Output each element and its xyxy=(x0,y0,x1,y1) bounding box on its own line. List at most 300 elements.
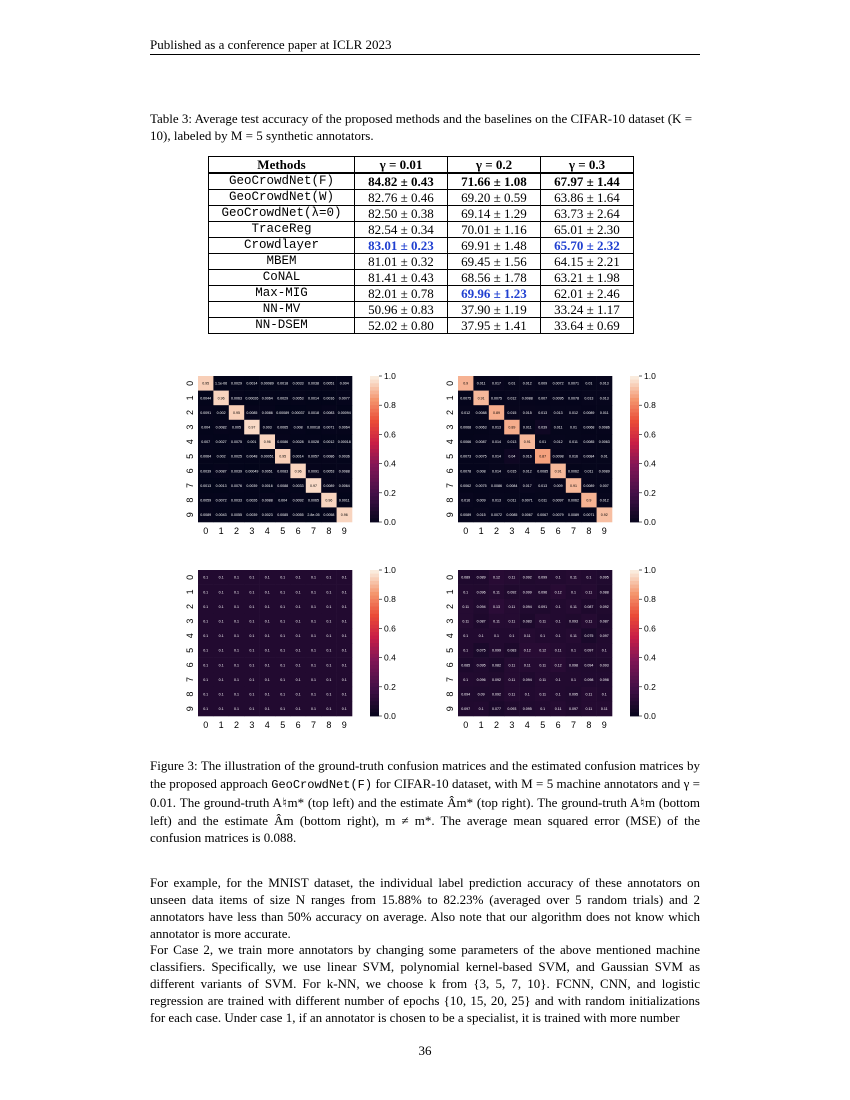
cell-value-label: 0.1 xyxy=(540,707,546,712)
x-tick-label: 2 xyxy=(233,526,240,536)
cell-value-label: 0.00094 xyxy=(337,410,351,415)
cell-value-label: 0.1 xyxy=(601,648,607,653)
cell-value-label: 0.1 xyxy=(249,648,255,653)
table-row xyxy=(209,173,634,190)
method-cell: MBEM xyxy=(209,254,355,270)
cell-value-label: 0.11 xyxy=(570,604,577,609)
colorbar-segment xyxy=(370,420,379,424)
cell-value-label: 0.0086 xyxy=(323,454,335,459)
colorbar-segment xyxy=(630,669,639,673)
cell-value-label: 0.098 xyxy=(569,663,578,668)
header-gamma-001: γ = 0.01 xyxy=(355,157,448,174)
cell-value-label: 0.00089 xyxy=(276,410,290,415)
colorbar-segment xyxy=(370,515,379,519)
x-tick-label: 1 xyxy=(478,526,484,536)
colorbar-segment xyxy=(370,380,379,384)
cell-value-label: 0.1 xyxy=(203,575,209,580)
cell-value-label: 0.092 xyxy=(522,575,532,580)
cell-value-label: 0.1 xyxy=(249,604,255,609)
cell-value-label: 0.012 xyxy=(553,440,563,445)
colorbar-segment xyxy=(370,402,379,406)
cell-value-label: 0.1 xyxy=(311,590,316,595)
colorbar-segment xyxy=(630,658,639,662)
cell-value-label: 0.96 xyxy=(325,498,333,503)
colorbar-segment xyxy=(630,478,639,482)
cell-value-label: 0.015 xyxy=(507,469,517,474)
x-tick-label: 4 xyxy=(524,526,530,536)
cell-value-label: 0.013 xyxy=(584,396,594,401)
colorbar-segment xyxy=(630,665,639,669)
x-tick-label: 7 xyxy=(310,526,317,536)
page-number: 36 xyxy=(418,1043,432,1058)
colorbar-segment xyxy=(370,475,379,479)
cell-value-label: 0.11 xyxy=(462,604,470,609)
cell-value-label: 0.00026 xyxy=(245,396,259,401)
colorbar-segment xyxy=(370,507,379,511)
cell-value-label: 0.11 xyxy=(508,575,516,580)
cell-value-label: 0.00037 xyxy=(291,410,305,415)
cell-value-label: 0.0057 xyxy=(308,454,319,459)
x-tick-label: 6 xyxy=(295,720,301,730)
value-cell: 69.96 ± 1.23 xyxy=(448,286,541,302)
cell-value-label: 0.00051 xyxy=(260,454,274,459)
value-cell: 52.02 ± 0.80 xyxy=(355,318,448,334)
figure-caption-part2: for CIFAR-10 dataset, with M = 5 machine annotators and γ = 0.01. The ground-truth A♮m* (top left) and the estimate Âm* (top right). The ground-truth A♮m (bottom left) and the estimate Âm (bottom right), m ≠ m*. The average mean squared error (MSE) of the confusion matrices is 0.088. xyxy=(150,775,700,845)
cell-value-label: 0.0079 xyxy=(552,513,564,518)
colorbar-segment xyxy=(630,394,639,398)
cell-value-label: 0.0083 xyxy=(323,410,335,415)
x-tick-label: 5 xyxy=(280,720,286,730)
value-cell: 33.24 ± 1.17 xyxy=(541,302,634,318)
cell-value-label: 0.094 xyxy=(522,604,532,609)
cell-value-label: 0.0071 xyxy=(521,498,533,503)
cell-value-label: 0.1 xyxy=(218,692,224,697)
colorbar-segment xyxy=(370,610,379,614)
cell-value-label: 0.0085 xyxy=(583,440,595,445)
cell-value-label: 0.0013 xyxy=(215,483,227,488)
colorbar-segment xyxy=(630,585,639,589)
cell-value-label: 0.11 xyxy=(523,663,531,668)
colorbar-segment xyxy=(630,460,639,464)
cell-value-label: 0.11 xyxy=(570,634,577,639)
cell-value-label: 0.0078 xyxy=(568,396,579,401)
colorbar-segment xyxy=(370,467,379,471)
colorbar-segment xyxy=(370,511,379,515)
cell-value-label: 0.0065 xyxy=(308,498,319,503)
cell-value-label: 0.1 xyxy=(264,677,270,682)
cell-value-label: 0.0059 xyxy=(200,498,212,503)
colorbar-segment xyxy=(370,603,379,607)
cell-value-label: 0.1 xyxy=(540,634,546,639)
cell-value-label: 1.1e-06 xyxy=(214,381,228,386)
colorbar-segment xyxy=(370,518,379,522)
cell-value-label: 0.013 xyxy=(599,396,609,401)
colorbar-segment xyxy=(370,438,379,442)
cell-value-label: 0.092 xyxy=(599,604,609,609)
cell-value-label: 0.1 xyxy=(249,663,255,668)
value-cell: 63.73 ± 2.64 xyxy=(541,206,634,222)
cell-value-label: 0.11 xyxy=(585,619,593,624)
cell-value-label: 0.11 xyxy=(539,677,547,682)
colorbar-tick-label: 0.6 xyxy=(644,429,656,440)
cell-value-label: 0.0088 xyxy=(277,483,289,488)
value-cell: 82.76 ± 0.46 xyxy=(355,190,448,206)
cell-value-label: 0.1 xyxy=(234,677,239,682)
cell-value-label: 0.11 xyxy=(539,663,547,668)
value-cell: 65.01 ± 2.30 xyxy=(541,222,634,238)
cell-value-label: 0.0011 xyxy=(338,498,350,503)
method-cell: Crowdlayer xyxy=(209,238,355,254)
cell-value-label: 0.0088 xyxy=(521,396,533,401)
colorbar-segment xyxy=(370,647,379,651)
colorbar-segment xyxy=(630,383,639,387)
cell-value-label: 0.011 xyxy=(599,410,609,415)
y-tick-label: 2 xyxy=(445,409,455,416)
cell-value-label: 0.0088 xyxy=(338,469,350,474)
colorbar-segment xyxy=(370,665,379,669)
cell-value-label: 0.1 xyxy=(234,619,239,624)
value-cell: 64.15 ± 2.21 xyxy=(541,254,634,270)
cell-value-label: 0.0058 xyxy=(323,513,335,518)
colorbar-segment xyxy=(370,643,379,647)
cell-value-label: 0.095 xyxy=(522,707,532,712)
x-tick-label: 9 xyxy=(341,720,347,730)
cell-value-label: 0.0051 xyxy=(323,381,335,386)
colorbar-segment xyxy=(630,420,639,424)
cell-value-label: 0.01 xyxy=(539,440,547,445)
cell-value-label: 0.1 xyxy=(203,634,209,639)
colorbar-segment xyxy=(630,628,639,632)
colorbar-segment xyxy=(630,712,639,716)
body-paragraph: For Case 2, we train more annotators by changing some parameters of the above mentioned machine classifiers. Specifically, we use linear SVM, polynomial kernel-based SVM, and Gaussian SVM as different variants of SVM. For k-NN, we choose k from {3, 5, 7, 10}. FCNN, CNN, and logistic regression are trained with different number of epochs {10, 15, 20, 25} and with random initializations for each case. Under case 1, if an annotator is chosen to be a specialist, it is trained with more number xyxy=(150,942,700,1025)
cell-value-label: 0.0076 xyxy=(231,483,242,488)
cell-value-label: 0.00018 xyxy=(337,440,351,445)
cell-value-label: 0.0098 xyxy=(552,454,564,459)
y-tick-label: 7 xyxy=(445,482,455,489)
y-tick-label: 7 xyxy=(445,676,455,683)
cell-value-label: 0.014 xyxy=(492,454,501,459)
colorbar-segment xyxy=(370,599,379,603)
colorbar-tick-label: 0.0 xyxy=(384,711,396,721)
colorbar-tick-label: 0.6 xyxy=(384,623,396,634)
cell-value-label: 0.12 xyxy=(554,663,562,668)
cell-value-label: 0.012 xyxy=(522,469,532,474)
heatmap-ground-truth-uniform xyxy=(182,566,412,738)
cell-value-label: 0.1 xyxy=(249,707,255,712)
colorbar-segment xyxy=(370,680,379,684)
cell-value-label: 0.1 xyxy=(218,707,224,712)
cell-value-label: 0.1 xyxy=(280,619,286,624)
colorbar-segment xyxy=(630,507,639,511)
y-tick-label: 4 xyxy=(185,439,195,445)
cell-value-label: 0.087 xyxy=(476,619,486,624)
cell-value-label: 0.015 xyxy=(476,513,486,518)
cell-value-label: 0.1 xyxy=(555,619,561,624)
cell-value-label: 0.1 xyxy=(571,648,576,653)
cell-value-label: 0.0062 xyxy=(568,469,579,474)
cell-value-label: 0.0089 xyxy=(583,483,595,488)
cell-value-label: 0.003 xyxy=(262,425,272,430)
x-tick-label: 7 xyxy=(310,720,317,730)
cell-value-label: 0.096 xyxy=(538,590,548,595)
x-tick-label: 5 xyxy=(280,526,286,536)
x-tick-label: 4 xyxy=(264,720,270,730)
cell-value-label: 0.014 xyxy=(492,440,501,445)
cell-value-label: 0.007 xyxy=(599,483,609,488)
colorbar-tick-label: 1.0 xyxy=(384,566,396,575)
cell-value-label: 0.1 xyxy=(341,575,347,580)
cell-value-label: 0.1 xyxy=(234,604,239,609)
cell-value-label: 0.0062 xyxy=(568,498,579,503)
cell-value-label: 0.0066 xyxy=(460,440,472,445)
cell-value-label: 0.0023 xyxy=(261,513,273,518)
cell-value-label: 0.0086 xyxy=(277,440,289,445)
cell-value-label: 0.0051 xyxy=(261,469,273,474)
y-tick-label: 0 xyxy=(445,574,455,580)
cell-value-label: 0.11 xyxy=(600,707,608,712)
cell-value-label: 0.1 xyxy=(311,604,316,609)
y-tick-label: 6 xyxy=(185,468,195,474)
cell-value-label: 0.0087 xyxy=(215,469,227,474)
y-tick-label: 5 xyxy=(445,647,455,653)
heatmap-estimated-uniform xyxy=(442,566,672,738)
cell-value-label: 0.1 xyxy=(311,677,316,682)
value-cell: 33.64 ± 0.69 xyxy=(541,318,634,334)
cell-value-label: 0.01 xyxy=(508,381,516,386)
cell-value-label: 0.008 xyxy=(476,469,486,474)
method-cell: GeoCrowdNet(F) xyxy=(209,173,355,190)
cell-value-label: 0.89 xyxy=(493,410,500,415)
cell-value-label: 0.1 xyxy=(494,634,499,639)
table-row xyxy=(209,270,634,286)
cell-value-label: 0.1 xyxy=(218,590,224,595)
colorbar-segment xyxy=(630,617,639,621)
colorbar-segment xyxy=(370,434,379,438)
value-cell: 62.01 ± 2.46 xyxy=(541,286,634,302)
cell-value-label: 0.0026 xyxy=(246,498,258,503)
value-cell: 69.91 ± 1.48 xyxy=(448,238,541,254)
value-cell: 69.14 ± 1.29 xyxy=(448,206,541,222)
cell-value-label: 0.95 xyxy=(279,454,287,459)
colorbar-segment xyxy=(370,658,379,662)
cell-value-label: 0.089 xyxy=(461,575,471,580)
colorbar-segment xyxy=(630,709,639,713)
colorbar-segment xyxy=(630,464,639,468)
x-tick-label: 8 xyxy=(326,526,332,536)
colorbar-segment xyxy=(370,482,379,486)
table-row xyxy=(209,302,634,318)
table-row xyxy=(209,222,634,238)
cell-value-label: 0.008 xyxy=(293,425,303,430)
cell-value-label: 0.0014 xyxy=(292,454,304,459)
cell-value-label: 0.0097 xyxy=(552,498,564,503)
cell-value-label: 0.1 xyxy=(311,619,316,624)
method-cell: CoNAL xyxy=(209,270,355,286)
colorbar-segment xyxy=(630,683,639,687)
y-tick-label: 6 xyxy=(445,662,455,668)
cell-value-label: 0.096 xyxy=(476,677,486,682)
colorbar-segment xyxy=(630,694,639,698)
cell-value-label: 2.8e-05 xyxy=(307,513,320,518)
cell-value-label: 0.012 xyxy=(507,396,517,401)
x-tick-label: 8 xyxy=(586,526,592,536)
colorbar-segment xyxy=(370,445,379,449)
colorbar-segment xyxy=(370,394,379,398)
cell-value-label: 0.0064 xyxy=(261,396,273,401)
cell-value-label: 0.1 xyxy=(264,575,270,580)
cell-value-label: 0.1 xyxy=(249,590,255,595)
x-tick-label: 9 xyxy=(601,526,607,536)
cell-value-label: 0.1 xyxy=(203,663,209,668)
cell-value-label: 0.87 xyxy=(539,454,547,459)
colorbar-tick-label: 1.0 xyxy=(384,372,396,381)
colorbar-segment xyxy=(630,416,639,420)
cell-value-label: 0.11 xyxy=(570,575,577,580)
y-tick-label: 4 xyxy=(185,633,195,639)
cell-value-label: 0.075 xyxy=(584,634,594,639)
cell-value-label: 0.1 xyxy=(295,604,301,609)
cell-value-label: 0.095 xyxy=(569,692,578,697)
cell-value-label: 0.1 xyxy=(295,707,301,712)
cell-value-label: 0.01 xyxy=(600,454,608,459)
cell-value-label: 0.0067 xyxy=(537,513,549,518)
cell-value-label: 0.1 xyxy=(555,575,561,580)
figure-caption-method: GeoCrowdNet(F) xyxy=(271,777,373,792)
cell-value-label: 0.013 xyxy=(492,498,501,503)
colorbar-segment xyxy=(630,489,639,493)
cell-value-label: 0.0084 xyxy=(583,454,595,459)
cell-value-label: 0.1 xyxy=(555,634,561,639)
colorbar-segment xyxy=(630,500,639,504)
colorbar-segment xyxy=(630,438,639,442)
cell-value-label: 0.1 xyxy=(280,634,286,639)
cell-value-label: 0.0063 xyxy=(475,425,487,430)
colorbar-segment xyxy=(370,442,379,446)
cell-value-label: 0.094 xyxy=(584,663,594,668)
y-tick-label: 2 xyxy=(185,603,195,610)
cell-value-label: 0.1 xyxy=(326,619,332,624)
colorbar-segment xyxy=(370,621,379,625)
colorbar-segment xyxy=(370,592,379,596)
cell-value-label: 0.1 xyxy=(249,575,255,580)
cell-value-label: 0.1 xyxy=(234,692,239,697)
cell-value-label: 0.097 xyxy=(569,707,578,712)
colorbar-segment xyxy=(370,585,379,589)
cell-value-label: 0.0072 xyxy=(552,381,564,386)
colorbar-segment xyxy=(630,574,639,578)
cell-value-label: 0.1 xyxy=(341,707,347,712)
cell-value-label: 0.1 xyxy=(341,590,347,595)
cell-value-label: 0.082 xyxy=(492,663,501,668)
cell-value-label: 0.09 xyxy=(477,692,485,697)
cell-value-label: 0.1 xyxy=(218,619,224,624)
cell-value-label: 0.1 xyxy=(311,707,316,712)
x-tick-label: 6 xyxy=(555,720,561,730)
cell-value-label: 0.11 xyxy=(508,663,516,668)
cell-value-label: 0.1 xyxy=(326,604,332,609)
cell-value-label: 0.00089 xyxy=(260,381,274,386)
value-cell: 37.90 ± 1.19 xyxy=(448,302,541,318)
colorbar-segment xyxy=(370,639,379,643)
cell-value-label: 0.1 xyxy=(218,663,224,668)
y-tick-label: 6 xyxy=(185,662,195,668)
cell-value-label: 0.1 xyxy=(295,648,301,653)
cell-value-label: 0.1 xyxy=(264,634,270,639)
colorbar-segment xyxy=(370,669,379,673)
cell-value-label: 0.017 xyxy=(522,483,532,488)
colorbar-segment xyxy=(370,577,379,581)
cell-value-label: 0.011 xyxy=(538,498,548,503)
cell-value-label: 0.011 xyxy=(522,425,532,430)
cell-value-label: 0.0029 xyxy=(231,381,242,386)
colorbar-segment xyxy=(370,625,379,629)
cell-value-label: 0.005 xyxy=(232,425,241,430)
colorbar-tick-label: 0.2 xyxy=(644,487,656,498)
colorbar-segment xyxy=(370,581,379,585)
cell-value-label: 0.088 xyxy=(599,590,609,595)
cell-value-label: 0.0071 xyxy=(323,425,335,430)
cell-value-label: 0.0085 xyxy=(246,410,258,415)
cell-value-label: 0.016 xyxy=(461,498,471,503)
cell-value-label: 0.0085 xyxy=(506,513,518,518)
cell-value-label: 0.0086 xyxy=(491,483,502,488)
cell-value-label: 0.0088 xyxy=(475,410,487,415)
colorbar-segment xyxy=(630,690,639,694)
y-tick-label: 8 xyxy=(185,497,195,503)
cell-value-label: 0.083 xyxy=(522,619,532,624)
x-tick-label: 8 xyxy=(586,720,592,730)
colorbar-segment xyxy=(630,599,639,603)
value-cell: 81.41 ± 0.43 xyxy=(355,270,448,286)
cell-value-label: 0.0039 xyxy=(200,469,212,474)
colorbar-segment xyxy=(370,460,379,464)
cell-value-label: 0.91 xyxy=(477,396,485,401)
y-tick-label: 5 xyxy=(185,647,195,653)
cell-value-label: 0.1 xyxy=(341,619,347,624)
cell-value-label: 0.013 xyxy=(553,410,563,415)
y-tick-label: 0 xyxy=(185,574,195,580)
cell-value-label: 0.1 xyxy=(295,692,301,697)
colorbar-segment xyxy=(630,592,639,596)
value-cell: 71.66 ± 1.08 xyxy=(448,173,541,190)
cell-value-label: 0.0091 xyxy=(308,469,319,474)
cell-value-label: 0.0075 xyxy=(491,396,502,401)
x-tick-label: 6 xyxy=(295,526,301,536)
cell-value-label: 0.0055 xyxy=(231,513,242,518)
cell-value-label: 0.11 xyxy=(585,692,593,697)
cell-value-label: 0.97 xyxy=(310,483,317,488)
cell-value-label: 0.1 xyxy=(295,619,301,624)
x-tick-label: 7 xyxy=(570,720,577,730)
colorbar-segment xyxy=(370,486,379,490)
y-tick-label: 1 xyxy=(445,589,455,595)
cell-value-label: 0.95 xyxy=(233,410,240,415)
cell-value-label: 0.1 xyxy=(463,677,469,682)
colorbar-segment xyxy=(630,518,639,522)
colorbar-segment xyxy=(630,570,639,574)
x-tick-label: 2 xyxy=(493,526,500,536)
y-tick-label: 9 xyxy=(185,706,195,712)
cell-value-label: 0.0089 xyxy=(583,410,595,415)
colorbar-segment xyxy=(370,709,379,713)
method-cell: TraceReg xyxy=(209,222,355,238)
cell-value-label: 0.0028 xyxy=(308,440,319,445)
colorbar-segment xyxy=(370,687,379,691)
cell-value-label: 0.11 xyxy=(508,604,516,609)
cell-value-label: 0.0089 xyxy=(568,513,579,518)
y-tick-label: 1 xyxy=(185,589,195,595)
colorbar-segment xyxy=(370,650,379,654)
